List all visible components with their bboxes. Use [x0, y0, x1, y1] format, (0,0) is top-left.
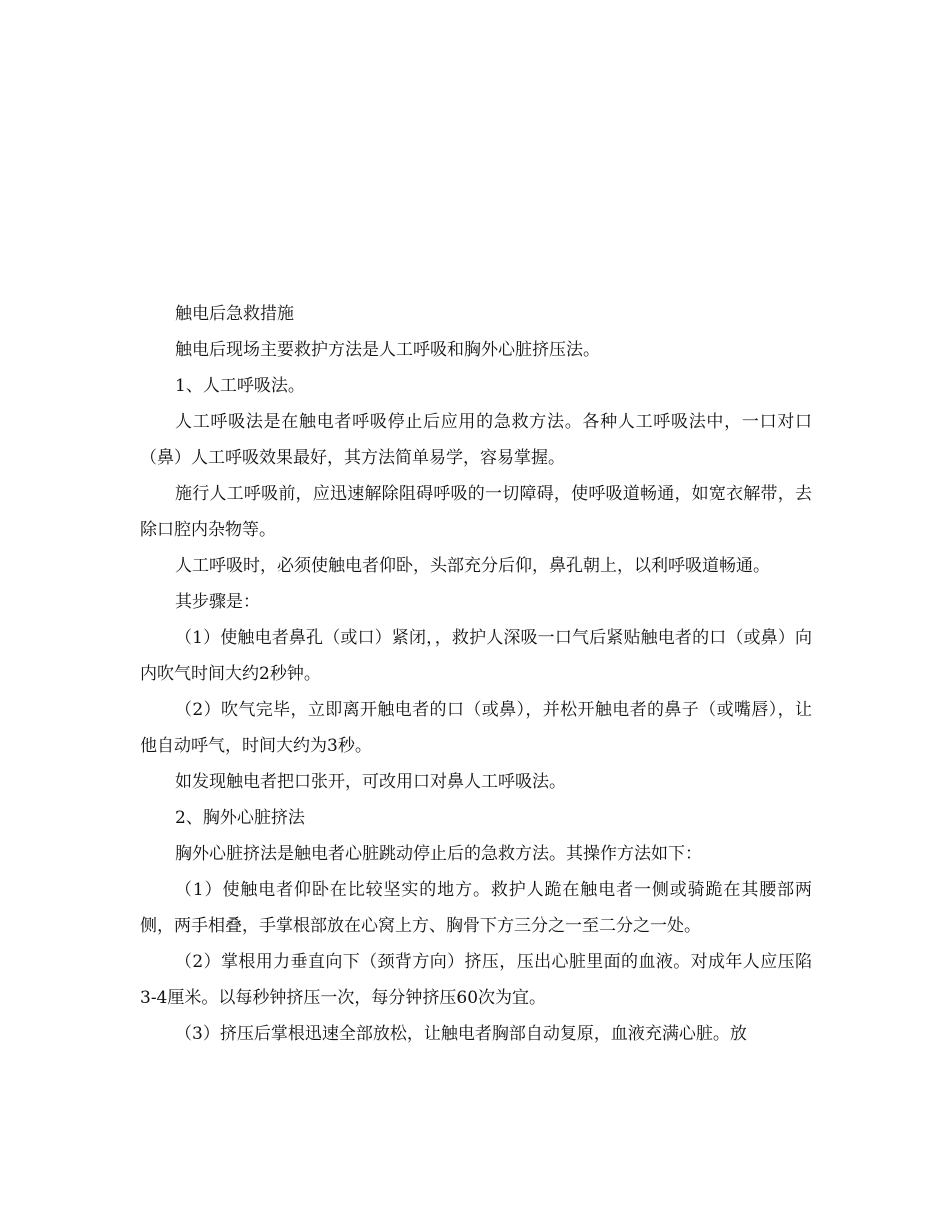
document-title: 触电后急救措施: [175, 304, 294, 324]
section-heading-artificial-respiration: 1、人工呼吸法。: [175, 376, 305, 396]
step-item: （1）使触电者仰卧在比较坚实的地方。救护人跪在触电者一侧或骑跪在其腰部两侧，两手相叠，手掌根部放在心窝上方、胸骨下方三分之一至二分之一处。: [140, 880, 812, 936]
paragraph: 其步骤是：: [175, 592, 260, 612]
paragraph: 人工呼吸时，必须使触电者仰卧，头部充分后仰，鼻孔朝上，以利呼吸道畅通。: [175, 556, 770, 576]
paragraph: 胸外心脏挤法是触电者心脏跳动停止后的急救方法。其操作方法如下：: [175, 844, 702, 864]
document-body: [140, 296, 812, 1052]
step-item: （1）使触电者鼻孔（或口）紧闭，，救护人深吸一口气后紧贴触电者的口（或鼻）向内吹气时间大约2秒钟。: [140, 628, 812, 684]
step-item: （2）吹气完毕，立即离开触电者的口（或鼻），并松开触电者的鼻子（或嘴唇），让他自动呼气，时间大约为3秒。: [140, 700, 812, 756]
paragraph: 施行人工呼吸前，应迅速解除阻碍呼吸的一切障碍，使呼吸道畅通，如宽衣解带，去除口腔内杂物等。: [140, 484, 812, 540]
paragraph: 如发现触电者把口张开，可改用口对鼻人工呼吸法。: [175, 772, 566, 792]
step-item: （3）挤压后掌根迅速全部放松，让触电者胸部自动复原，血液充满心脏。放: [175, 1024, 747, 1044]
paragraph-intro: 触电后现场主要救护方法是人工呼吸和胸外心脏挤压法。: [175, 340, 600, 360]
paragraph: 人工呼吸法是在触电者呼吸停止后应用的急救方法。各种人工呼吸法中，一口对口（鼻）人工呼吸效果最好，其方法简单易学，容易掌握。: [140, 412, 812, 468]
step-item: （2）掌根用力垂直向下（颈背方向）挤压，压出心脏里面的血液。对成年人应压陷3-4厘米。以每秒钟挤压一次，每分钟挤压60次为宜。: [140, 952, 812, 1008]
section-heading-chest-compression: 2、胸外心脏挤法: [175, 808, 305, 828]
